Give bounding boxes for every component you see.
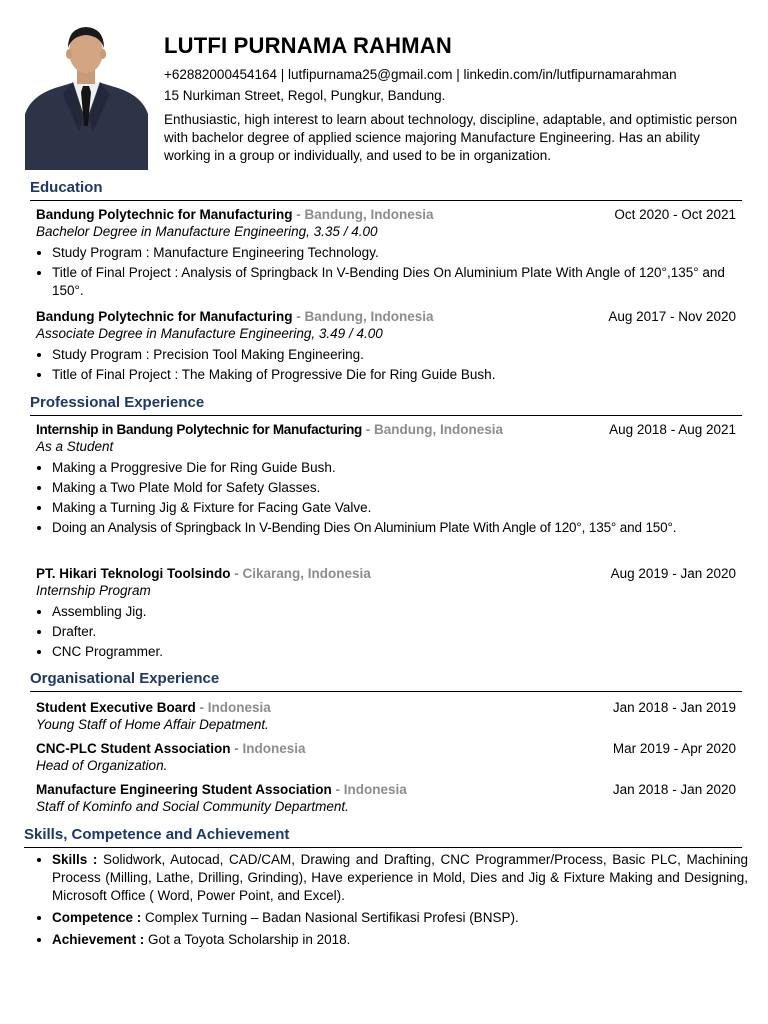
- location: - Bandung, Indonesia: [361, 422, 503, 437]
- section-title: Organisational Experience: [30, 670, 220, 687]
- role: Young Staff of Home Affair Depatment.: [36, 717, 269, 732]
- organization-name: PT. Hikari Teknologi Toolsindo: [36, 566, 231, 581]
- organization-name: Student Executive Board: [36, 700, 196, 715]
- date-range: Oct 2020 - Oct 2021: [614, 207, 736, 222]
- location: - Indonesia: [195, 700, 271, 715]
- list-item: • Study Program : Precision Tool Making Engineering.: [52, 346, 736, 364]
- item-label: Achievement :: [52, 932, 145, 947]
- section-title: Professional Experience: [30, 394, 205, 411]
- section-divider: [24, 847, 742, 848]
- section-title: Skills, Competence and Achievement: [24, 826, 290, 843]
- organisation-entry: [36, 699, 736, 733]
- bullet-list: [36, 244, 736, 300]
- list-item: • Title of Final Project : The Making of Progressive Die for Ring Guide Bush.: [52, 366, 736, 384]
- list-item: • Doing an Analysis of Springback In V-Bending Dies On Aluminium Plate With Angle of 120°, 135° and 150°.: [52, 519, 736, 537]
- bullet-list: [36, 346, 736, 384]
- location: - Bandung, Indonesia: [292, 207, 434, 222]
- profile-photo: [25, 22, 148, 170]
- institution-name: Bandung Polytechnic for Manufacturing: [36, 309, 293, 324]
- professional-section: [30, 393, 742, 416]
- section-divider: [30, 415, 742, 416]
- organization-name: Manufacture Engineering Student Association: [36, 782, 332, 797]
- candidate-name: LUTFI PURNAMA RAHMAN: [164, 33, 452, 58]
- item-text: Complex Turning – Badan Nasional Sertifikasi Profesi (BNSP).: [141, 910, 519, 925]
- list-item: • Title of Final Project : Analysis of Springback In V-Bending Dies On Aluminium Plate With Angle of 120°,135° and 150°.: [52, 264, 736, 300]
- experience-entry: [36, 565, 736, 663]
- role: As a Student: [36, 439, 114, 454]
- location: - Cikarang, Indonesia: [230, 566, 371, 581]
- list-item: • Drafter.: [52, 623, 736, 641]
- education-section: [30, 178, 742, 201]
- resume-header: [164, 33, 744, 165]
- list-item: • Making a Two Plate Mold for Safety Glasses.: [52, 479, 736, 497]
- organization-name: Internship in Bandung Polytechnic for Manufacturing: [36, 422, 362, 437]
- item-label: Competence :: [52, 910, 142, 925]
- section-divider: [30, 691, 742, 692]
- list-item: • Making a Turning Jig & Fixture for Facing Gate Valve.: [52, 499, 736, 517]
- degree: Bachelor Degree in Manufacture Engineering, 3.35 / 4.00: [36, 224, 378, 239]
- section-divider: [30, 200, 742, 201]
- list-item-competence: [52, 909, 748, 927]
- role: Staff of Kominfo and Social Community Department.: [36, 799, 349, 814]
- date-range: Aug 2017 - Nov 2020: [608, 309, 736, 324]
- section-title: Education: [30, 179, 103, 196]
- date-range: Aug 2019 - Jan 2020: [610, 566, 736, 581]
- bullet-list: [36, 603, 736, 661]
- date-range: Jan 2018 - Jan 2019: [612, 700, 736, 715]
- item-label: Skills :: [52, 852, 98, 867]
- education-entry: [36, 206, 736, 302]
- list-item-achievement: [52, 931, 748, 949]
- bullet-list: [36, 851, 748, 949]
- role: Head of Organization.: [36, 758, 168, 773]
- list-item: • Study Program : Manufacture Engineering Technology.: [52, 244, 736, 262]
- item-text: Got a Toyota Scholarship in 2018.: [144, 932, 351, 947]
- organisation-entry: [36, 781, 736, 815]
- organisation-entry: [36, 740, 736, 774]
- location: - Indonesia: [331, 782, 407, 797]
- list-item: • Making a Proggresive Die for Ring Guide Bush.: [52, 459, 736, 477]
- date-range: Mar 2019 - Apr 2020: [612, 741, 736, 756]
- skills-list-container: [36, 851, 748, 953]
- bullet-list: [36, 459, 736, 537]
- list-item: • Assembling Jig.: [52, 603, 736, 621]
- institution-name: Bandung Polytechnic for Manufacturing: [36, 207, 293, 222]
- experience-entry: [36, 421, 736, 539]
- degree: Associate Degree in Manufacture Engineering, 3.49 / 4.00: [36, 326, 383, 341]
- list-item: • CNC Programmer.: [52, 643, 736, 661]
- location: - Bandung, Indonesia: [292, 309, 434, 324]
- date-range: Jan 2018 - Jan 2020: [612, 782, 736, 797]
- address-line: 15 Nurkiman Street, Regol, Pungkur, Bandung.: [164, 88, 446, 103]
- contact-line: +62882000454164 | lutfipurnama25@gmail.com | linkedin.com/in/lutfipurnamarahman: [164, 67, 677, 82]
- list-item-skills: [52, 851, 748, 905]
- location: - Indonesia: [230, 741, 306, 756]
- skills-section: [24, 825, 742, 848]
- item-text: Solidwork, Autocad, CAD/CAM, Drawing and Drafting, CNC Programmer/Process, Basic PLC, Machining Process (Milling, Lathe, Drilling, Grinding), Have experience in Mold, Dies and Jig & Fixture Making and Designing, Microsoft Office ( Word, Power Point, and Excel).: [52, 852, 748, 903]
- organisational-section: [30, 669, 742, 692]
- date-range: Aug 2018 - Aug 2021: [609, 422, 736, 437]
- role: Internship Program: [36, 583, 151, 598]
- summary-text: Enthusiastic, high interest to learn about technology, discipline, adaptable, and optimistic person with bachelor degree of applied science majoring Manufacture Engineering. Has an ability working in a group or individually, and used to be in organization.: [164, 112, 738, 163]
- organization-name: CNC-PLC Student Association: [36, 741, 231, 756]
- education-entry: [36, 308, 736, 386]
